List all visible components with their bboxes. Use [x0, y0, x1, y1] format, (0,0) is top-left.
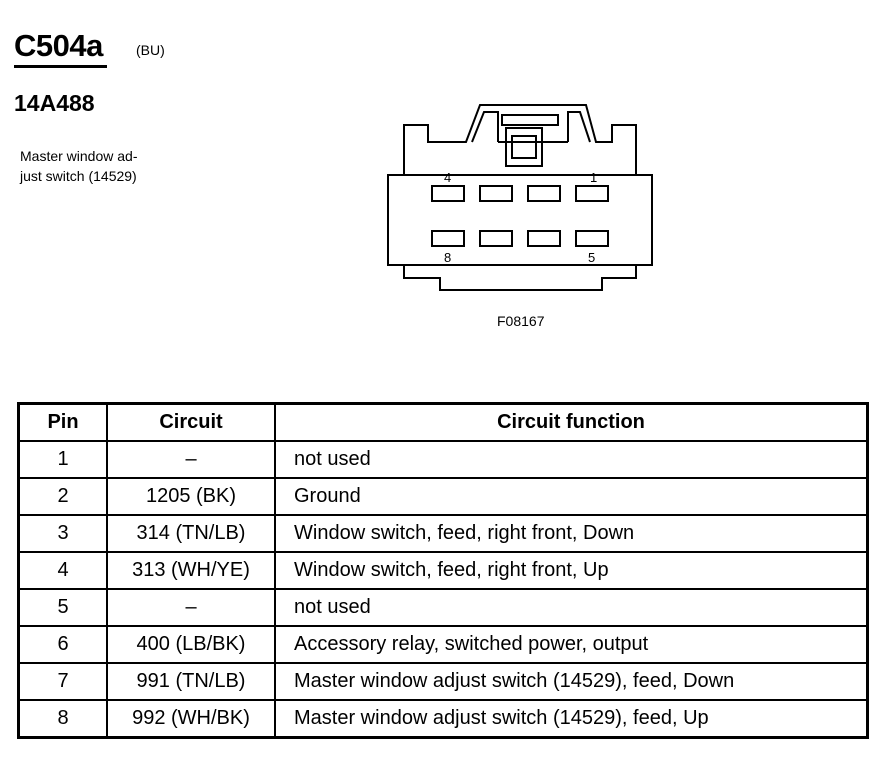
- table-row: [19, 626, 868, 663]
- latch-lock-inner: [512, 136, 536, 158]
- cell-circuit: 400 (LB/BK): [107, 626, 275, 663]
- cell-function: not used: [275, 441, 868, 478]
- pin-label-8: 8: [444, 250, 452, 265]
- latch-right: [568, 112, 590, 142]
- table-row: [19, 663, 868, 700]
- cell-function: not used: [275, 589, 868, 626]
- pinout-table: [17, 402, 869, 739]
- terminal-3: [480, 186, 512, 201]
- table-row: [19, 478, 868, 515]
- terminal-8: [432, 231, 464, 246]
- table-row: [19, 700, 868, 738]
- header-function: Circuit function: [275, 404, 868, 442]
- pin-label-4: 4: [444, 170, 452, 185]
- cell-function: Ground: [275, 478, 868, 515]
- table-header-row: [19, 404, 868, 442]
- cell-pin: 6: [19, 626, 108, 663]
- table-row: [19, 589, 868, 626]
- cell-circuit: 992 (WH/BK): [107, 700, 275, 738]
- pin-label-5: 5: [588, 250, 596, 265]
- terminal-1: [576, 186, 608, 201]
- cell-pin: 1: [19, 441, 108, 478]
- figure-id: F08167: [497, 313, 545, 329]
- table-row: [19, 441, 868, 478]
- header-circuit: Circuit: [107, 404, 275, 442]
- part-number: 14A488: [14, 90, 95, 116]
- cell-function: Accessory relay, switched power, output: [275, 626, 868, 663]
- pin-label-1: 1: [590, 170, 598, 185]
- cell-function: Window switch, feed, right front, Up: [275, 552, 868, 589]
- cell-pin: 2: [19, 478, 108, 515]
- cell-circuit: 313 (WH/YE): [107, 552, 275, 589]
- cell-pin: 8: [19, 700, 108, 738]
- cell-function: Window switch, feed, right front, Down: [275, 515, 868, 552]
- connector-title: C504a: [14, 27, 107, 68]
- connector-color-code: (BU): [136, 42, 165, 58]
- cell-circuit: 314 (TN/LB): [107, 515, 275, 552]
- cell-function: Master window adjust switch (14529), feed, Up: [275, 700, 868, 738]
- terminal-6: [528, 231, 560, 246]
- terminal-7: [480, 231, 512, 246]
- cell-pin: 4: [19, 552, 108, 589]
- cell-pin: 5: [19, 589, 108, 626]
- header-pin: Pin: [19, 404, 108, 442]
- terminal-5: [576, 231, 608, 246]
- cell-circuit: –: [107, 589, 275, 626]
- cell-function: Master window adjust switch (14529), feed, Down: [275, 663, 868, 700]
- component-description: [20, 146, 170, 186]
- terminal-4: [432, 186, 464, 201]
- cell-circuit: 991 (TN/LB): [107, 663, 275, 700]
- cell-pin: 7: [19, 663, 108, 700]
- cell-circuit: 1205 (BK): [107, 478, 275, 515]
- cell-pin: 3: [19, 515, 108, 552]
- table-row: [19, 552, 868, 589]
- cell-circuit: –: [107, 441, 275, 478]
- description-line-1: Master window ad-: [20, 148, 138, 164]
- description-line-2: just switch (14529): [20, 168, 137, 184]
- connector-housing: [388, 105, 652, 290]
- latch-tab: [502, 115, 558, 125]
- table-row: [19, 515, 868, 552]
- terminal-2: [528, 186, 560, 201]
- connector-face-diagram: [380, 80, 670, 305]
